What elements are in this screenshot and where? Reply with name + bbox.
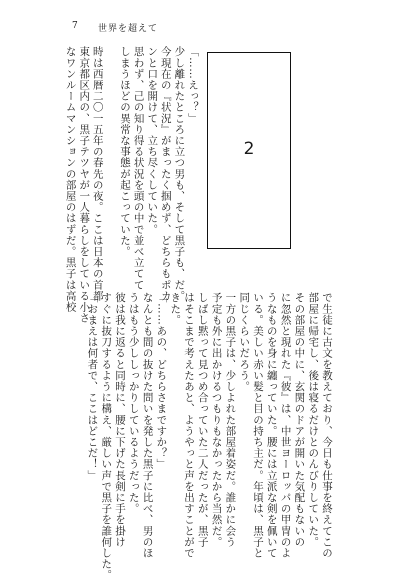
text-column: 「おまえは何者で、ここはどこだ！」 (86, 292, 99, 481)
text-column: 「……えっ？」 (187, 46, 199, 124)
text-column: で生徒に古文を教えており、今日も仕事を終えてこの (321, 292, 333, 559)
chapter-number-box (207, 52, 291, 249)
text-column: その部屋の中に、玄関のドアが開いた気配もないの (293, 292, 306, 548)
text-column: しばし黙って見つめ合っていた二人だったが、黒子 (196, 292, 209, 548)
text-column: ンと口を開けて、立ち尽くしていた。 (146, 46, 159, 235)
text-column: すぐに抜刀するように構え、厳しい声で黒子を誰何した。 (100, 292, 113, 581)
text-column: うなものを身に纏っていた。腰には立派な剣を佩いて (265, 292, 278, 559)
text-column: 一方の黒子は、少しよれた部屋着姿だ。誰かに会う (224, 292, 237, 548)
text-column: 彼は我に返ると同時に、腰に下げた長剣に手を掛け (114, 292, 126, 548)
text-column: しまうほどの異常な事態が起こっていた。 (119, 46, 131, 257)
running-title: 世界を超えて (98, 24, 159, 34)
chapter-number: 2 (243, 139, 255, 159)
text-column: なワンルームマンションの部屋のはずだ。黒子は高校 (64, 46, 77, 313)
text-column: 「……あの、どちらさまですか？」 (155, 292, 168, 470)
text-column: きた。 (169, 292, 182, 326)
page-number: 7 (72, 21, 78, 31)
text-column: はそこまで考えたあと、ようやっと声を出すことがで (183, 292, 195, 559)
text-column: なんとも間の抜けた問いを発した黒子に比べ、男のほ (141, 292, 154, 559)
text-column: いる。美しい赤い髪と目の持ち主だ。年頃は、黒子と (252, 292, 264, 559)
text-column: 時は西暦二〇一五年の春先の夜。ここは日本の首都 (91, 46, 104, 302)
text-column: 部屋に帰宅し、後は寝るだけとのんびりしていた。 (307, 292, 320, 548)
text-column: うはもう少ししっかりしているようだった。 (127, 292, 140, 514)
text-column: 同じくらいだろう。 (238, 292, 251, 392)
text-column: 予定も外に出かけるつもりもなかったから当然だ。 (210, 292, 223, 548)
text-column: 少し離れたところに立つ男も、そして黒子も、だ。 (173, 46, 186, 302)
text-column: に忽然と現れた『彼』は、中世ヨーロッパの甲冑のよ (279, 292, 292, 559)
text-column: 今現在の『状況』がまったく掴めず、どちらもポカ (159, 46, 172, 302)
text-column: 東京都区内の、黒子テツヤが一人暮らしをしている小さ (78, 46, 91, 324)
text-column: 思わず、己の知り得る状況を頭の中で並べ立てて (132, 46, 145, 291)
